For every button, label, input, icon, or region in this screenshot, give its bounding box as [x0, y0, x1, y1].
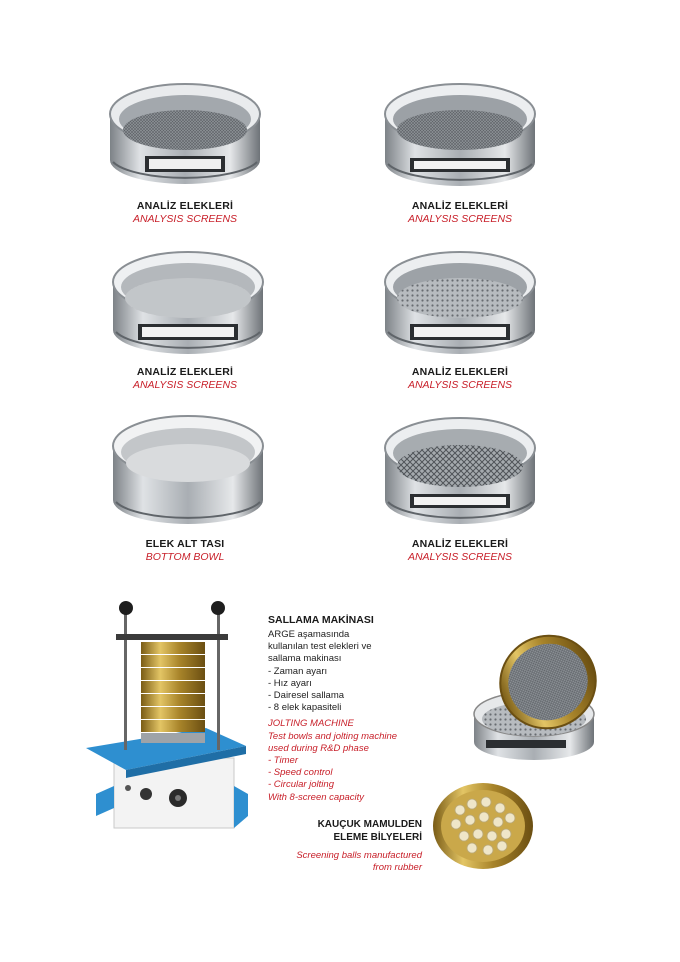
product-caption-6	[360, 538, 560, 564]
shaker-line: sallama makinası	[268, 653, 342, 665]
sieve-image-3	[108, 238, 268, 358]
shaker-en-feature: - Circular jolting	[268, 779, 334, 791]
balls-title: KAUÇUK MAMULDEN	[317, 819, 422, 830]
product-caption-3	[85, 366, 285, 392]
product-title: ANALİZ ELEKLERİ	[136, 366, 234, 378]
product-caption-1	[85, 200, 285, 226]
rubber-balls-description	[270, 818, 422, 844]
shaker-feature: - Hız ayarı	[268, 677, 312, 689]
shaker-description	[268, 614, 448, 804]
sieve-image-6	[380, 408, 540, 528]
brass-sieves-image	[468, 622, 608, 772]
shaker-en-title: JOLTING MACHINE	[268, 718, 354, 730]
shaker-feature: - 8 elek kapasiteli	[268, 702, 342, 714]
product-caption-2	[360, 200, 560, 226]
product-caption-5	[85, 538, 285, 564]
sieve-image-1	[105, 72, 265, 192]
rubber-balls-en	[260, 850, 422, 874]
shaker-en-feature: - Speed control	[268, 767, 333, 779]
shaker-en-line: used during R&D phase	[268, 742, 369, 754]
sieve-image-4	[380, 238, 540, 358]
product-title: ANALİZ ELEKLERİ	[411, 538, 509, 550]
product-subtitle: ANALYSIS SCREENS	[407, 551, 513, 563]
sieve-image-2	[380, 72, 540, 192]
product-title: ANALİZ ELEKLERİ	[411, 366, 509, 378]
balls-en-line: Screening balls manufactured	[296, 850, 422, 861]
shaker-line: ARGE aşamasında	[268, 629, 350, 640]
product-subtitle: BOTTOM BOWL	[145, 551, 225, 563]
product-title: ANALİZ ELEKLERİ	[136, 200, 234, 212]
product-subtitle: ANALYSIS SCREENS	[407, 379, 513, 391]
shaker-feature: - Dairesel sallama	[268, 690, 345, 702]
shaker-machine-image	[86, 598, 256, 843]
product-subtitle: ANALYSIS SCREENS	[407, 213, 513, 225]
shaker-line: kullanılan test elekleri ve	[268, 641, 372, 653]
product-title: ANALİZ ELEKLERİ	[411, 200, 509, 212]
balls-en-line: from rubber	[372, 862, 422, 873]
rubber-balls-image	[430, 780, 536, 872]
product-title: ELEK ALT TASI	[145, 538, 225, 550]
shaker-en-feature: - Timer	[268, 755, 298, 767]
bottom-bowl-image	[108, 408, 268, 528]
shaker-en-line: Test bowls and jolting machine	[268, 730, 398, 742]
shaker-title: SALLAMA MAKİNASI	[268, 614, 374, 626]
shaker-feature: - Zaman ayarı	[268, 665, 328, 677]
balls-title: ELEME BİLYELERİ	[333, 832, 422, 843]
product-subtitle: ANALYSIS SCREENS	[132, 379, 238, 391]
product-subtitle: ANALYSIS SCREENS	[132, 213, 238, 225]
product-caption-4	[360, 366, 560, 392]
shaker-en-feature: With 8-screen capacity	[268, 791, 365, 803]
